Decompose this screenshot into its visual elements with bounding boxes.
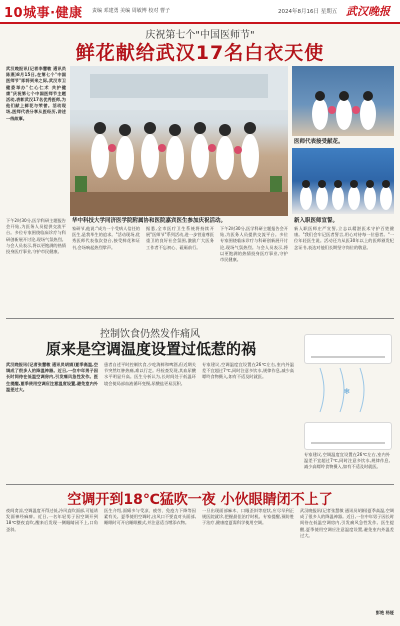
article1-col2: 下午2时30分,医学科研主题报告会开始,为医务人员提供交流平台。多位专家围绕临床诊疗与科研创新展开讨论,现场气氛热烈。与会人员表示,将以更饱满的热情投身医疗事业,守护市民健康。: [6, 218, 66, 255]
article2-headline: 原来是空调温度设置过低惹的祸: [45, 340, 256, 358]
newspaper-logo: 武汉晚报: [346, 5, 390, 18]
byline: 彭艳 杨娅: [375, 610, 394, 615]
article2-kicker: 控制饮食仍然发作痛风: [100, 329, 200, 340]
article3-col2: 医生介绍,面瘫多与受凉、疲劳、免疫力下降等因素有关。夏季使用空调时,出风口不要直对头面部,睡眠时可开启睡眠模式,并注意适当增添衣物。: [104, 508, 196, 526]
oath-photo: [292, 148, 394, 214]
article2-col3: 专家建议,空调温度宜设置在26℃左右,室内外温差不宜超过7℃,同时注意多饮水,规律作息,减少高嘌呤食物摄入,如有不适及时就医。: [202, 362, 294, 380]
article2-col2: 患者自述平时控制饮食,少吃海鲜和啤酒,但近期关节突然红肿热痛,难以行走。经检查发现,其血尿酸水平明显升高。医生分析认为,长时间处于低温环境会使局部血液循环变慢,尿酸盐更易沉积。: [104, 362, 196, 386]
article1-col4: 据悉,全市医疗卫生系统将持续开展"医师节"系列活动,进一步营造尊医重卫的良好社会氛围,激励广大医务工作者不忘初心、砥砺前行。: [146, 226, 214, 250]
article1-col1: 武汉晚报讯(记者李慧敏 通讯员陈燕)8月15日,在第七个"中国医师节"即将到来之际,武汉市卫健委举办"仁心仁术 共护健康"庆祝第七个中国医师节主题活动,表彰武汉17名优秀医师,为他们献上鲜花与荣誉。活动现场,医师代表分享从医经历,讲述一线故事。: [6, 66, 66, 121]
ac-unit-bottom: [304, 422, 392, 450]
section-divider-2: [6, 484, 394, 485]
svg-text:❄: ❄: [343, 387, 351, 396]
editors-line: 责编 邓建勇 美编 周敏博 校对 曹子: [92, 8, 170, 14]
air-conditioner-illustration: [300, 330, 394, 480]
award-photo: [292, 66, 394, 136]
page-header: [0, 0, 400, 24]
ceremony-photo: [70, 66, 288, 216]
article1-col3: 家研节,他说:"成为一个受病人信任的医生,是我毕生的追求。"活动现场,优秀医师代表依次登台,接受鲜花和证书,会场响起热烈掌声。: [72, 226, 140, 250]
article2-col1: 武汉晚报讯(记者张慧敏 通讯员胡娟)夏季高温,空调成了很多人的降温神器。近日,一位中年男子因长时间待在低温空调房内,引发痛风急性发作。医生提醒,夏季使用空调应注意温度设置,避免室内外温差过大。: [6, 362, 98, 392]
article3-headline: 空调开到18℃猛吹一夜 小伙眼睛闭不上了: [67, 492, 333, 508]
article1-headline: 鲜花献给武汉17名白衣天使: [75, 42, 325, 64]
oath-photo-caption: 新入职医师宣誓。: [294, 218, 339, 224]
article1-col4b: 下午2时30分,医学科研主题报告会开始,为医务人员提供交流平台。多位专家围绕临床诊疗与科研创新展开讨论,现场气氛热烈。与会人员表示,将以更饱满的热情投身医疗事业,守护市民健康。: [220, 226, 288, 263]
ceremony-photo-caption: 华中科技大学同济医学院附属协和医院嘉宾医生参加庆祝活动。: [72, 218, 227, 224]
article1-kicker: 庆祝第七个"中国医师节": [145, 30, 255, 41]
article3-col1: 夜间贪凉,空调温度开得过低,冷风直吹面部,可能诱发面神经麻痹。近日,一名年轻男子因空调开到18℃整夜直吹,醒来后发现一侧眼睛闭不上,口角歪斜。: [6, 508, 98, 532]
issue-date: 2024年8月16日 星期五: [278, 9, 338, 15]
article3-col4: 武汉晚报讯(记者张慧敏 通讯员胡娟)夏季高温,空调成了很多人的降温神器。近日,一位中年男子因长时间待在低温空调房内,引发痛风急性发作。医生提醒,夏季使用空调应注意温度设置,避免室内外温差过大。: [300, 508, 394, 538]
section-title: 10城事·健康: [4, 6, 83, 21]
article1-col5: 新入职医师庄严宣誓,立志以精湛医术守护百姓健康。"我们会牢记医者誓言,用心对待每一位患者。"一位年轻医生说。活动还为从医30年以上的医师颁发纪念证书,表达对他们长期坚守岗位的敬意。: [294, 226, 394, 250]
award-photo-caption: 医师代表接受献花。: [294, 139, 344, 145]
article2-col3-cont: 专家建议,空调温度宜设置在26℃左右,室内外温差不宜超过7℃,同时注意多饮水,规律作息,减少高嘌呤食物摄入,如有不适及时就医。: [304, 452, 390, 470]
article3-col3: 一旦出现面部麻木、口眼歪斜等症状,应尽早到正规医院就诊,把握最佳治疗时机。专家提醒,预防胜于治疗,健康度夏需科学使用空调。: [202, 508, 294, 526]
section-divider: [6, 318, 394, 319]
